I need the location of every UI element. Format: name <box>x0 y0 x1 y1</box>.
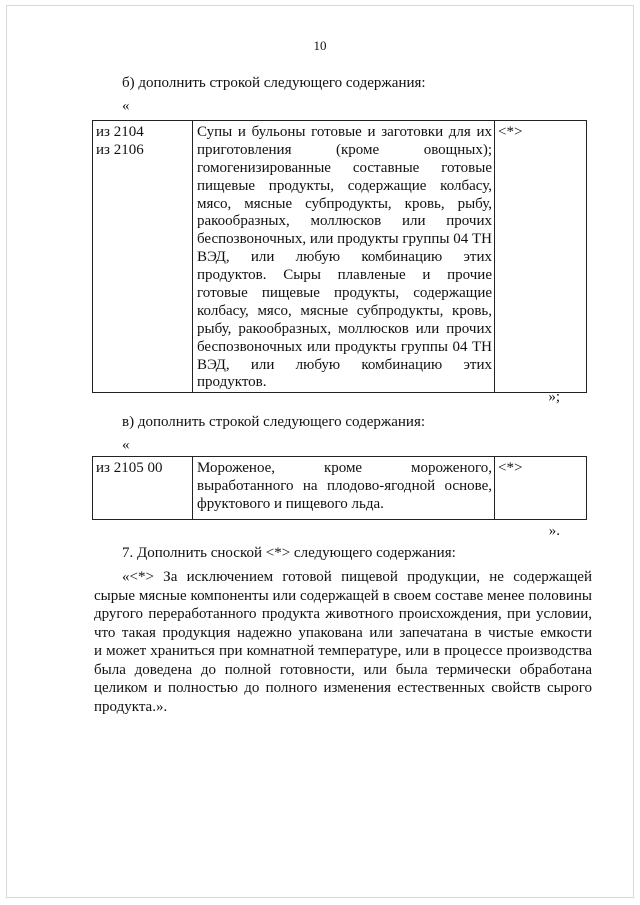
section-b-table <box>92 120 587 393</box>
section-v-open-quote: « <box>122 437 130 453</box>
description-line: выработанного на плодово-ягодной основе, <box>197 477 492 494</box>
footnote-marker: <*> <box>498 124 523 140</box>
section-v-close-quote: ». <box>548 523 560 539</box>
description-line: продуктов. Сыры плавленые и прочие <box>197 267 492 284</box>
table-row <box>93 121 587 393</box>
description-line: мясо, мясные субпродукты, кровь, рыбу, <box>197 195 492 212</box>
footnote-marker: <*> <box>498 460 523 476</box>
section-b-heading: б) дополнить строкой следующего содержания: <box>122 75 426 91</box>
note-cell <box>495 121 587 393</box>
table-row <box>93 457 587 520</box>
code-cell <box>93 457 193 520</box>
description-line: рыбу, ракообразных, моллюсков или прочих <box>197 320 492 337</box>
paragraph-line: и может храниться при комнатной температуре, или в процессе производства <box>94 643 592 659</box>
paragraph-line: сырые мясные компоненты или содержащей в своем составе менее половины <box>94 587 592 604</box>
description-line: гомогенизированные составные готовые <box>197 159 492 176</box>
paragraph-line: «<*> За исключением готовой пищевой продукции, не содержащей <box>122 569 592 585</box>
footnote-paragraph <box>94 568 592 716</box>
paragraph-line: что такая продукция надежно упакована или запечатана в чистые емкости <box>94 624 592 641</box>
description-line: приготовления (кроме овощных); <box>197 141 492 158</box>
description-cell <box>193 121 495 393</box>
section-v-table <box>92 456 587 520</box>
description-line: готовые пищевые продукты, содержащие <box>197 285 492 302</box>
code-line: из 2104 <box>96 124 144 140</box>
item-7-heading: 7. Дополнить сноской <*> следующего содержания: <box>122 545 456 561</box>
section-v-heading: в) дополнить строкой следующего содержания: <box>122 414 426 430</box>
description-cell <box>193 457 495 520</box>
description-line: Мороженое, кроме мороженого, <box>197 460 492 476</box>
page-number: 10 <box>313 38 327 53</box>
description-line: продуктов. <box>197 374 267 391</box>
description-line: беспозвоночных или продукты группы 04 ТН <box>197 338 492 355</box>
description-line: ракообразных, моллюсков или прочих <box>197 213 492 230</box>
paragraph-line: целиком и полностью до полного изменения естественных свойств сырого <box>94 680 592 696</box>
description-line: фруктового и пищевого льда. <box>197 495 384 512</box>
code-line: из 2105 00 <box>96 460 163 476</box>
code-cell <box>93 121 193 393</box>
description-line: ВЭД, или любую комбинацию этих <box>197 356 492 373</box>
description-line: ВЭД, или любую комбинацию этих <box>197 249 492 266</box>
code-line: из 2106 <box>96 141 144 158</box>
section-b-close-quote: »; <box>548 389 560 405</box>
section-b-open-quote: « <box>122 98 130 114</box>
description-line: пищевые продукты, содержащие колбасу, <box>197 177 492 194</box>
paragraph-line: продукта.». <box>94 698 168 715</box>
description-line: Супы и бульоны готовые и заготовки для их <box>197 124 492 140</box>
paragraph-line: другого переработанного продукта животного происхождения, при условии, <box>94 606 592 622</box>
description-line: колбасу, мясо, мясные субпродукты, кровь, <box>197 302 492 319</box>
description-line: беспозвоночных, или продукты группы 04 ТН <box>197 231 492 248</box>
note-cell <box>495 457 587 520</box>
paragraph-line: была доведена до полной готовности, или была термически обработана <box>94 661 592 678</box>
